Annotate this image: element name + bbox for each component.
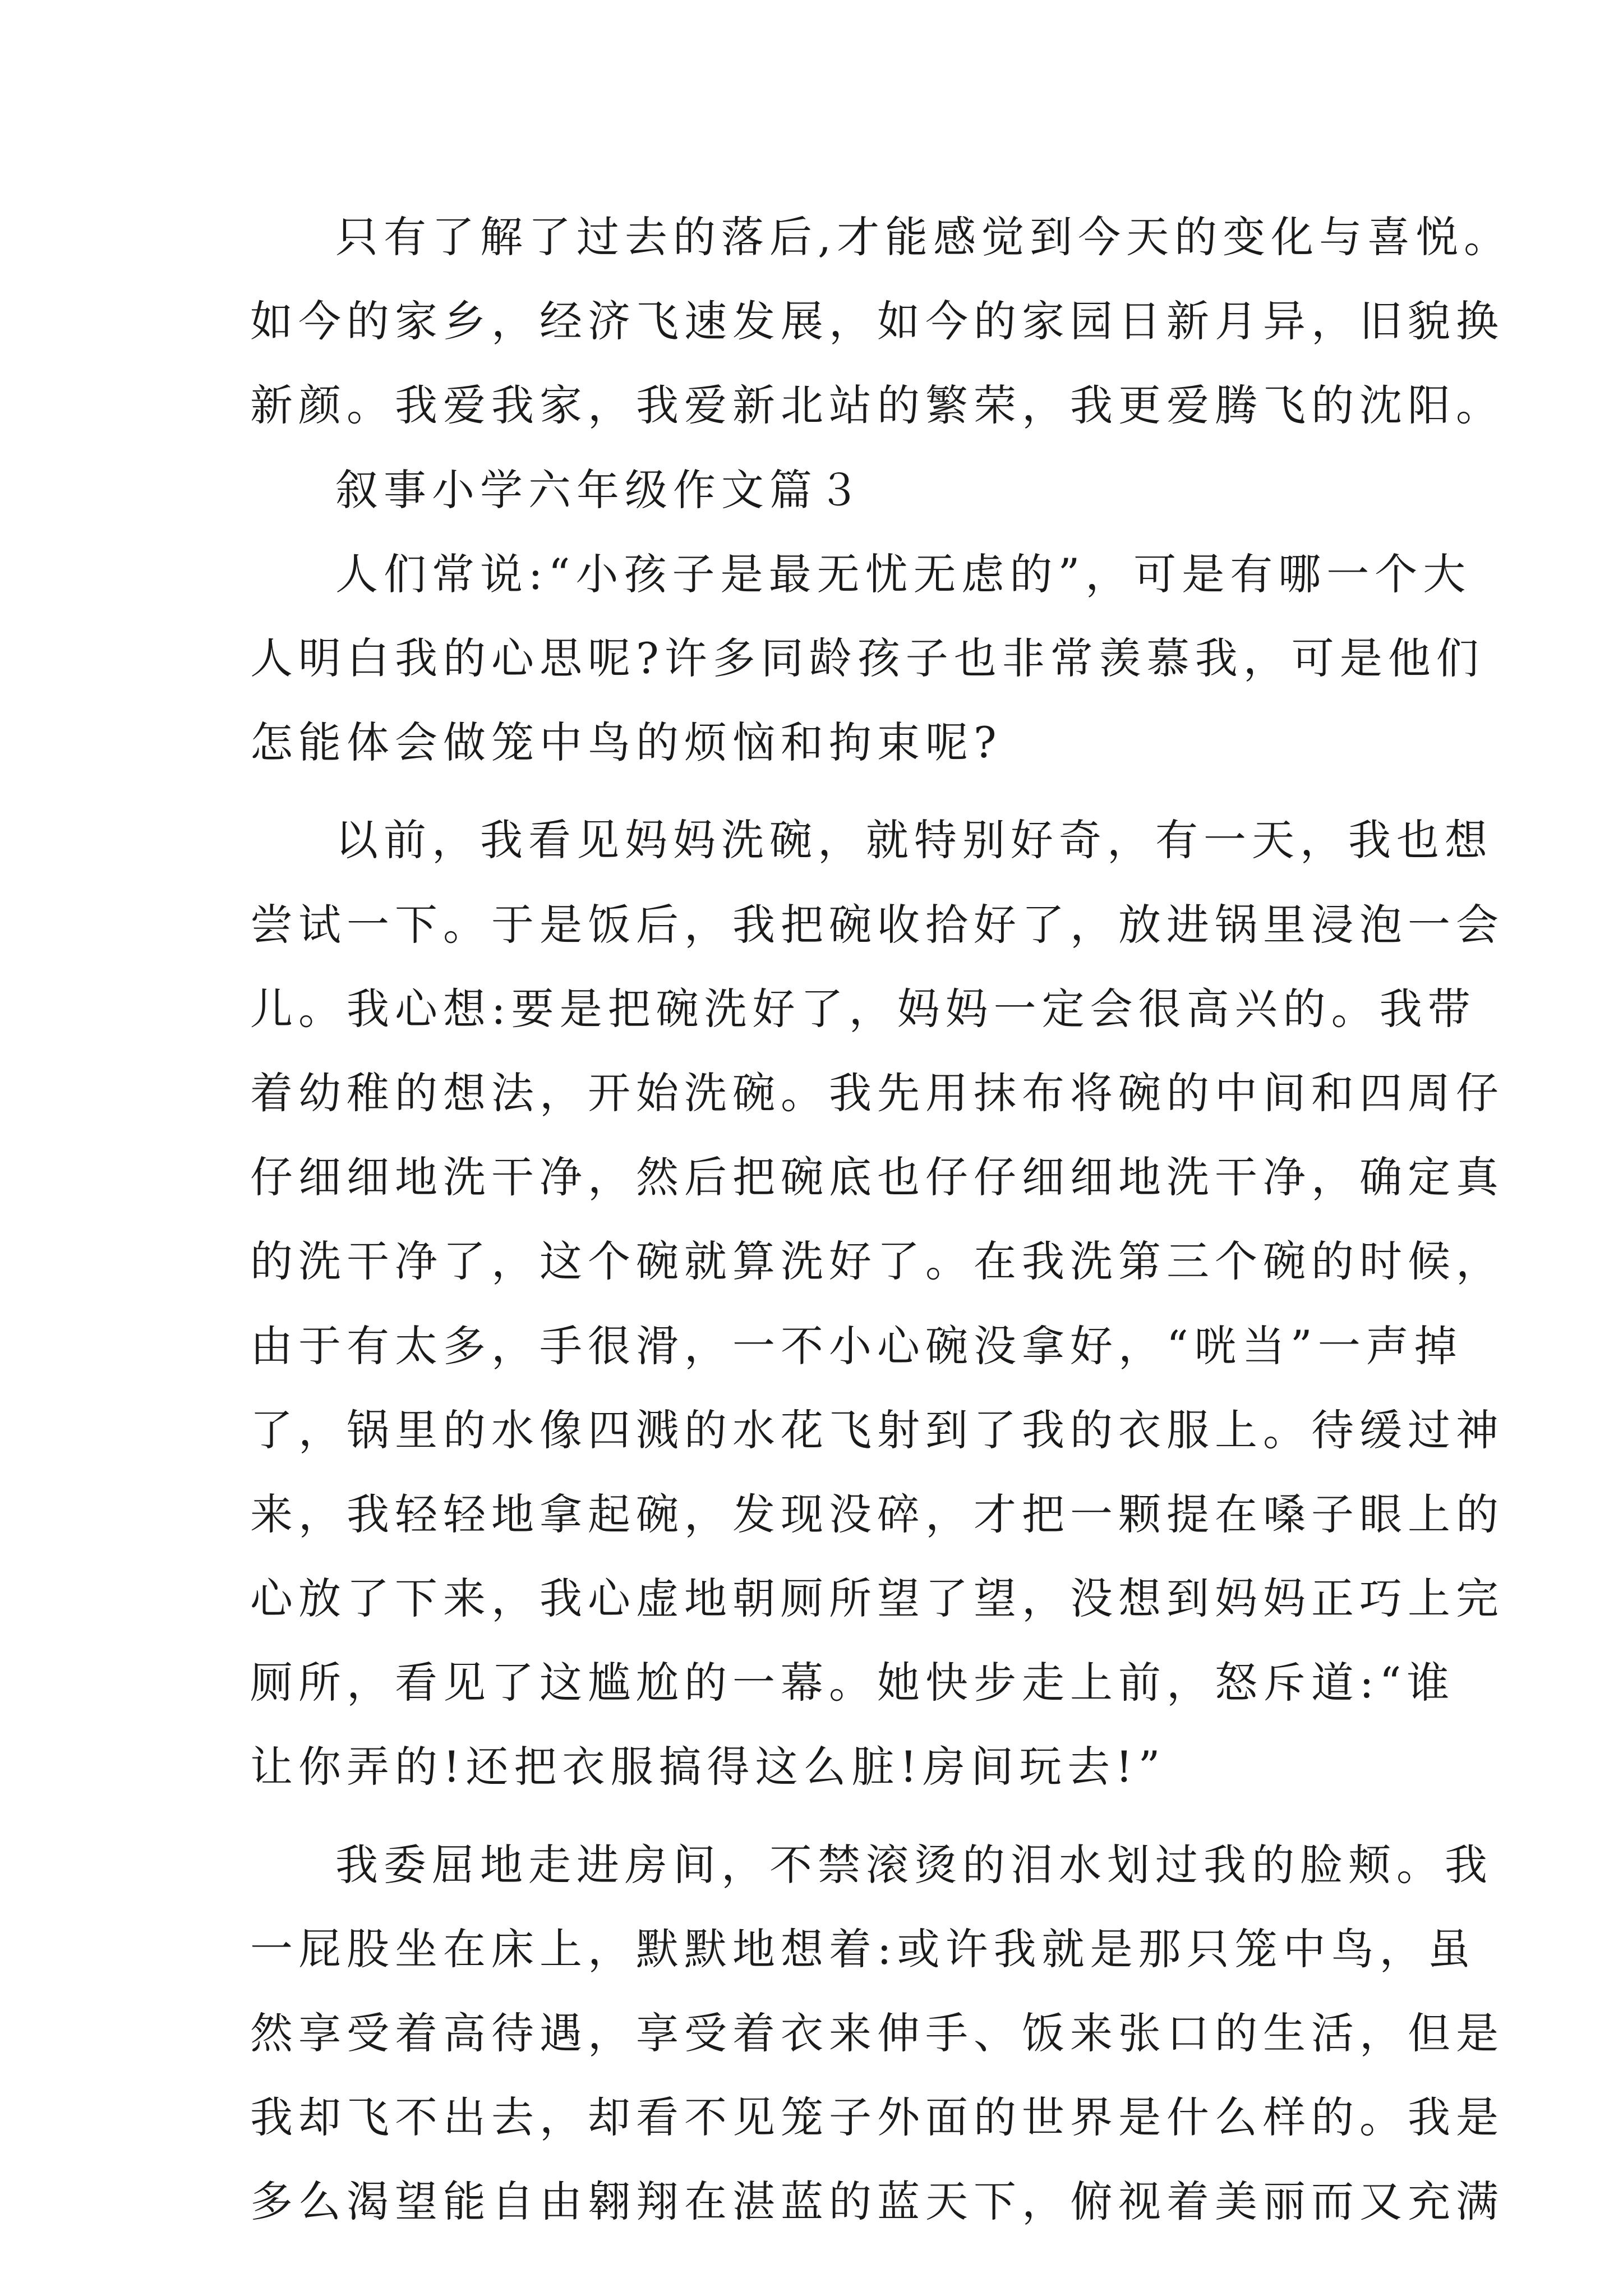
paragraph-line: 我委屈地走进房间，不禁滚烫的泪水划过我的脸颊。我 bbox=[335, 1839, 1493, 1890]
paragraph-line: 儿。我心想:要是把碗洗好了，妈妈一定会很高兴的。我带 bbox=[250, 983, 1476, 1034]
essay-body bbox=[250, 195, 1513, 2244]
paragraph-line: 如今的家乡，经济飞速发展，如今的家园日新月异，旧貌换 bbox=[250, 296, 1504, 347]
paragraph-line: 人明白我的心思呢?许多同龄孩子也非常羡慕我，可是他们 bbox=[250, 633, 1484, 684]
paragraph-line: 尝试一下。于是饭后，我把碗收拾好了，放进锅里浸泡一会 bbox=[250, 899, 1504, 950]
paragraph-line: 让你弄的!还把衣服搞得这么脏!房间玩去!” bbox=[250, 1742, 1166, 1792]
paragraph-line: 由于有太多，手很滑，一不小心碗没拿好，“咣当”一声掉 bbox=[250, 1320, 1463, 1371]
paragraph-line: 以前，我看见妈妈洗碗，就特别好奇，有一天，我也想 bbox=[335, 815, 1493, 866]
paragraph-gap bbox=[250, 1810, 1377, 1823]
section-heading: 叙事小学六年级作文篇３ bbox=[335, 464, 866, 515]
paragraph-line: 心放了下来，我心虚地朝厕所望了望，没想到妈妈正巧上完 bbox=[250, 1573, 1504, 1624]
paragraph-gap bbox=[250, 785, 1377, 798]
paragraph-line: 人们常说:“小孩子是最无忧无虑的”，可是有哪一个大 bbox=[335, 549, 1472, 599]
paragraph-line: 我却飞不出去，却看不见笼子外面的世界是什么样的。我是 bbox=[250, 2092, 1504, 2143]
paragraph-line: 的洗干净了，这个碗就算洗好了。在我洗第三个碗的时候， bbox=[250, 1236, 1504, 1287]
paragraph-line: 新颜。我爱我家，我爱新北站的繁荣，我更爱腾飞的沈阳。 bbox=[250, 380, 1504, 431]
paragraph-line: 然享受着高待遇，享受着衣来伸手、饭来张口的生活，但是 bbox=[250, 2008, 1504, 2059]
paragraph-line: 一屁股坐在床上，默默地想着:或许我就是那只笼中鸟，虽 bbox=[250, 1924, 1476, 1974]
paragraph-line: 怎能体会做笼中鸟的烦恼和拘束呢? bbox=[250, 717, 1002, 768]
paragraph-line: 厕所，看见了这尴尬的一幕。她快步走上前，怒斥道:“谁 bbox=[250, 1658, 1455, 1708]
paragraph-line: 着幼稚的想法，开始洗碗。我先用抹布将碗的中间和四周仔 bbox=[250, 1068, 1504, 1118]
paragraph-line: 只有了解了过去的落后,才能感觉到今天的变化与喜悦。 bbox=[335, 212, 1513, 263]
paragraph-line: 多么渴望能自由翱翔在湛蓝的蓝天下，俯视着美丽而又充满 bbox=[250, 2177, 1504, 2227]
paragraph-line: 了，锅里的水像四溅的水花飞射到了我的衣服上。待缓过神 bbox=[250, 1405, 1504, 1455]
paragraph-line: 来，我轻轻地拿起碗，发现没碎，才把一颗提在嗓子眼上的 bbox=[250, 1489, 1504, 1539]
paragraph-line: 仔细细地洗干净，然后把碗底也仔仔细细地洗干净，确定真 bbox=[250, 1152, 1504, 1203]
